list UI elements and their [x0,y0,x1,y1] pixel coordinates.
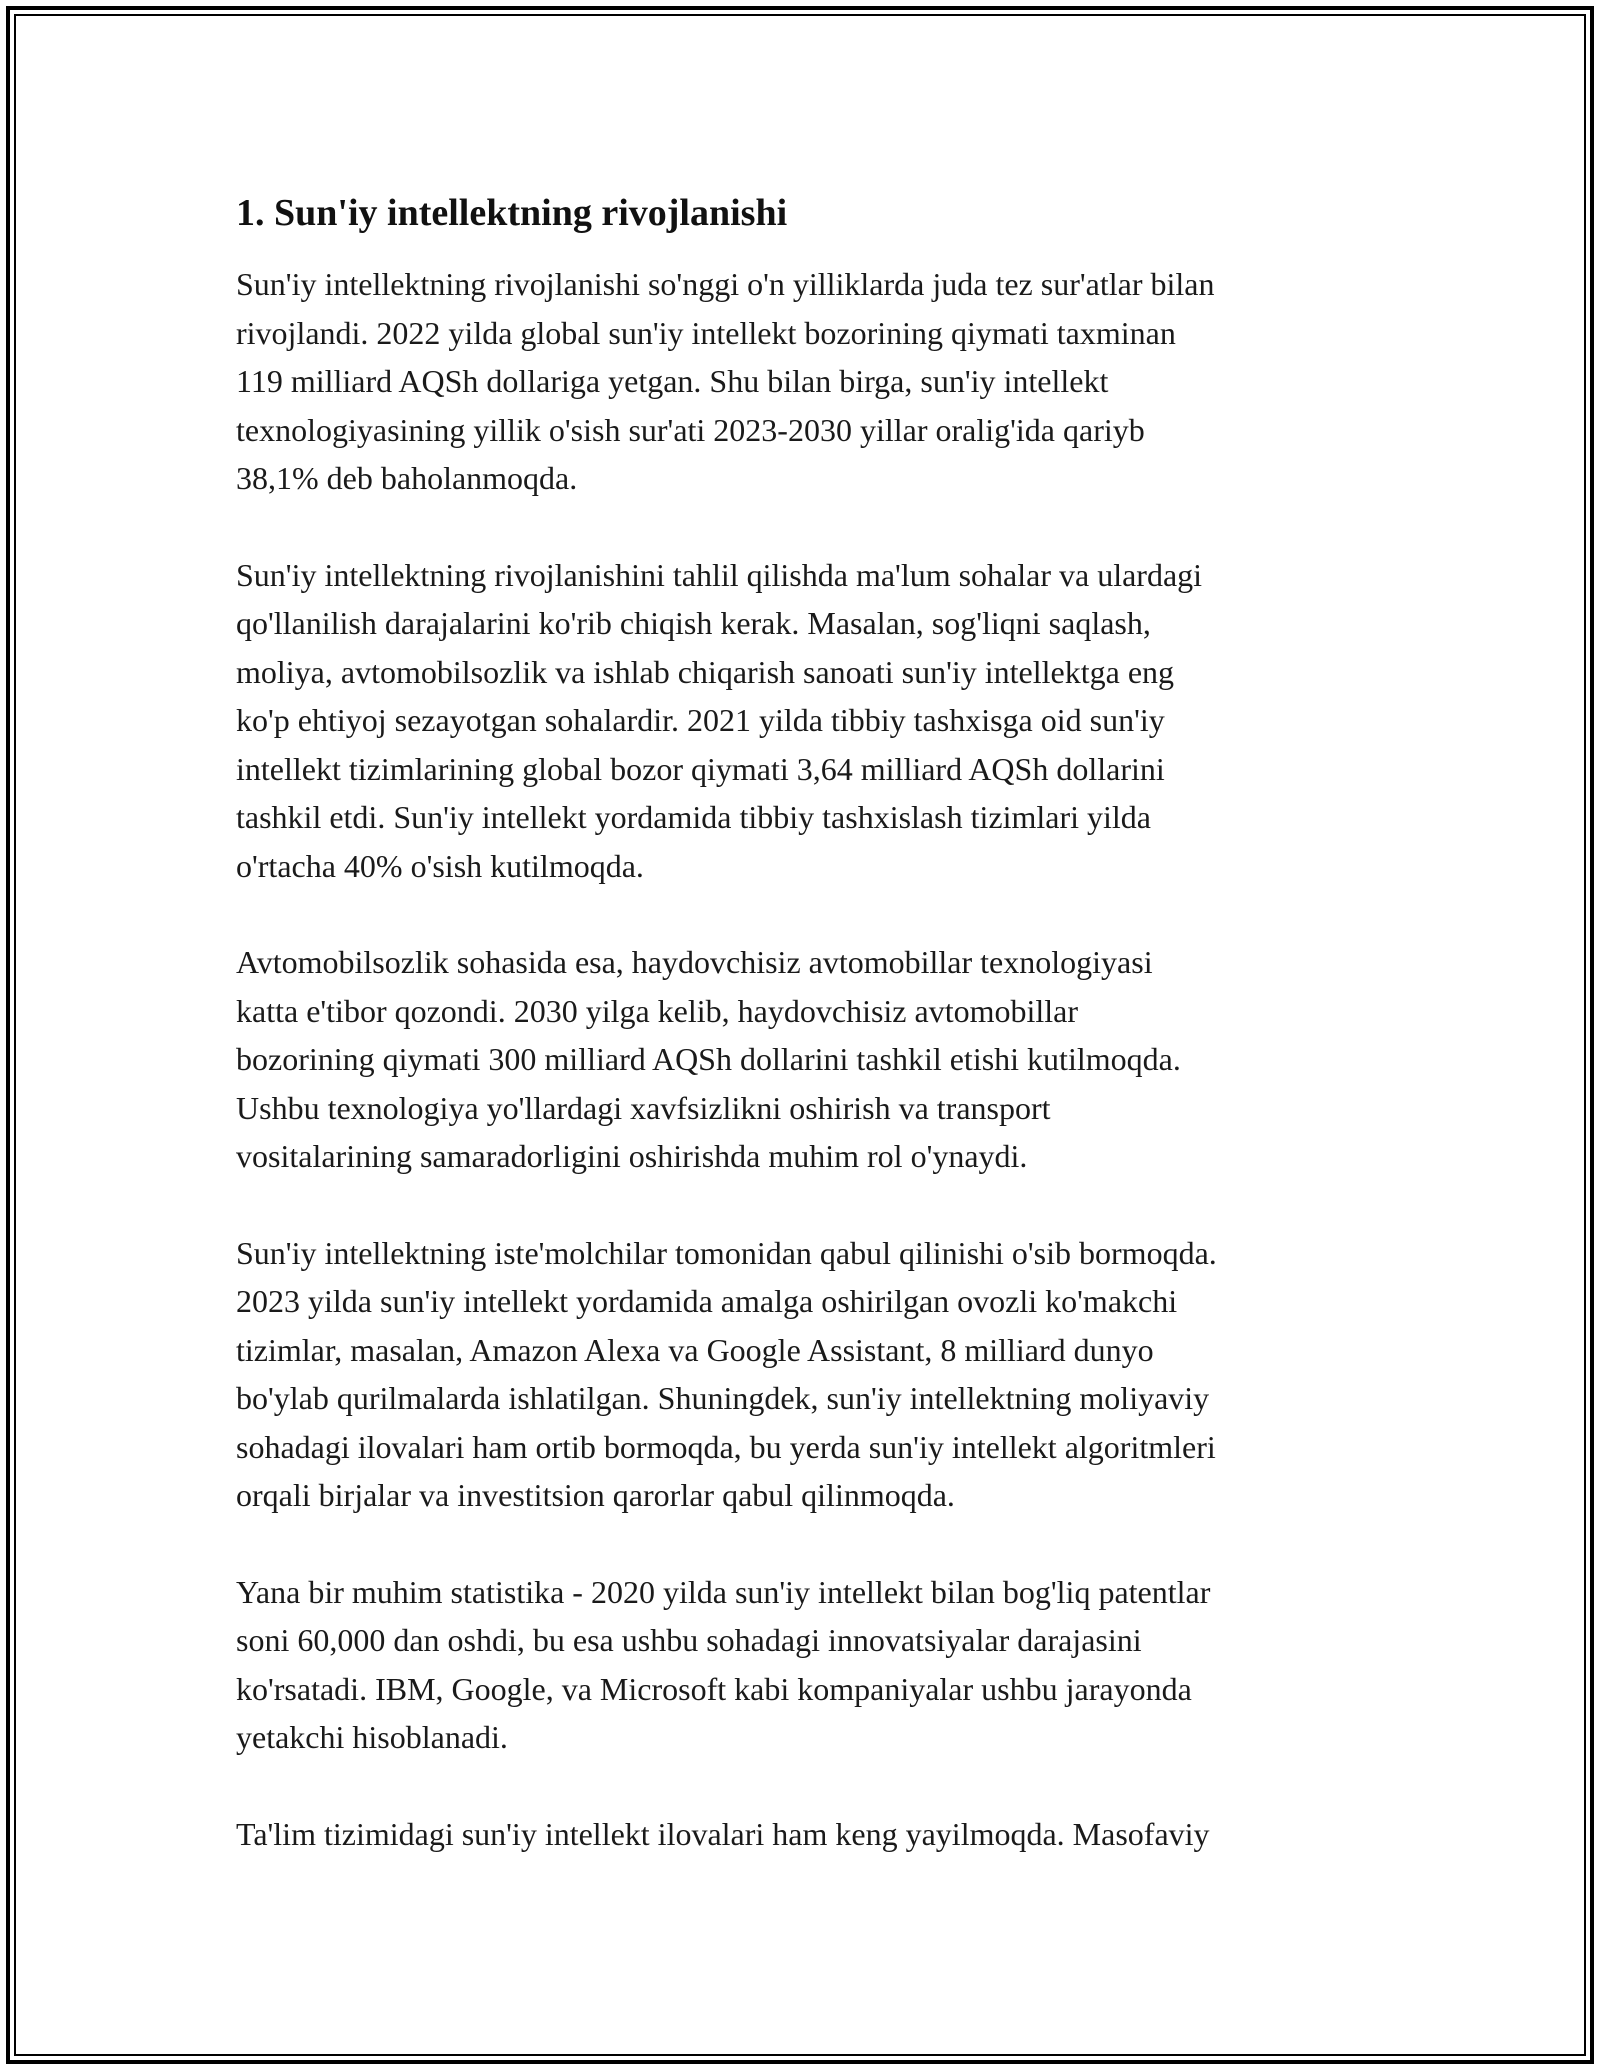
section-heading: 1. Sun'iy intellektning rivojlanishi [236,192,788,234]
paragraph-2: Sun'iy intellektning rivojlanishini tahlil qilishda ma'lum sohalar va ulardagi qo'llanilish darajalarini ko'rib chiqish kerak. Masalan, sog'liqni saqlash, moliya, avtomobilsozlik va ishlab chiqarish sanoati sun'iy intellektga eng ko'p ehtiyoj sezayotgan sohalardir. 2021 yilda tibbiy tashxisga oid sun'iy intellekt tizimlarining global bozor qiymati 3,64 milliard AQSh dollarini tashkil etdi. Sun'iy intellekt yordamida tibbiy tashxislash tizimlari yilda o'rtacha 40% o'sish kutilmoqda. [236,556,1203,884]
paragraph-5: Yana bir muhim statistika - 2020 yilda sun'iy intellekt bilan bog'liq patentlar soni 60,000 dan oshdi, bu esa ushbu sohadagi innovatsiyalar darajasini ko'rsatadi. IBM, Google, va Microsoft kabi kompaniyalar ushbu jarayonda yetakchi hisoblanadi. [236,1573,1211,1755]
paragraph-3: Avtomobilsozlik sohasida esa, haydovchisiz avtomobillar texnologiyasi katta e'tibor qozondi. 2030 yilga kelib, haydovchisiz avtomobillar bozorining qiymati 300 milliard AQSh dollarini tashkil etishi kutilmoqda. Ushbu texnologiya yo'llardagi xavfsizlikni oshirish va transport vositalarining samaradorligini oshirishda muhim rol o'ynaydi. [236,944,1181,1174]
paragraph-6: Ta'lim tizimidagi sun'iy intellekt ilovalari ham keng yayilmoqda. Masofaviy [236,1815,1210,1852]
paragraph-4: Sun'iy intellektning iste'molchilar tomonidan qabul qilinishi o'sib bormoqda. 2023 yilda sun'iy intellekt yordamida amalga oshirilgan ovozli ko'makchi tizimlar, masalan, Amazon Alexa va Google Assistant, 8 milliard dunyo bo'ylab qurilmalarda ishlatilgan. Shuningdek, sun'iy intellektning moliyaviy sohadagi ilovalari ham ortib bormoqda, bu yerda sun'iy intellekt algoritmleri orqali birjalar va investitsion qarorlar qabul qilinmoqda. [236,1234,1217,1513]
paragraph-1: Sun'iy intellektning rivojlanishi so'nggi o'n yilliklarda juda tez sur'atlar bilan rivojlandi. 2022 yilda global sun'iy intellekt bozorining qiymati taxminan 119 milliard AQSh dollariga yetgan. Shu bilan birga, sun'iy intellekt texnologiyasining yillik o'sish sur'ati 2023-2030 yillar oralig'ida qariyb 38,1% deb baholanmoqda. [236,266,1215,496]
document-body [236,188,1376,1906]
